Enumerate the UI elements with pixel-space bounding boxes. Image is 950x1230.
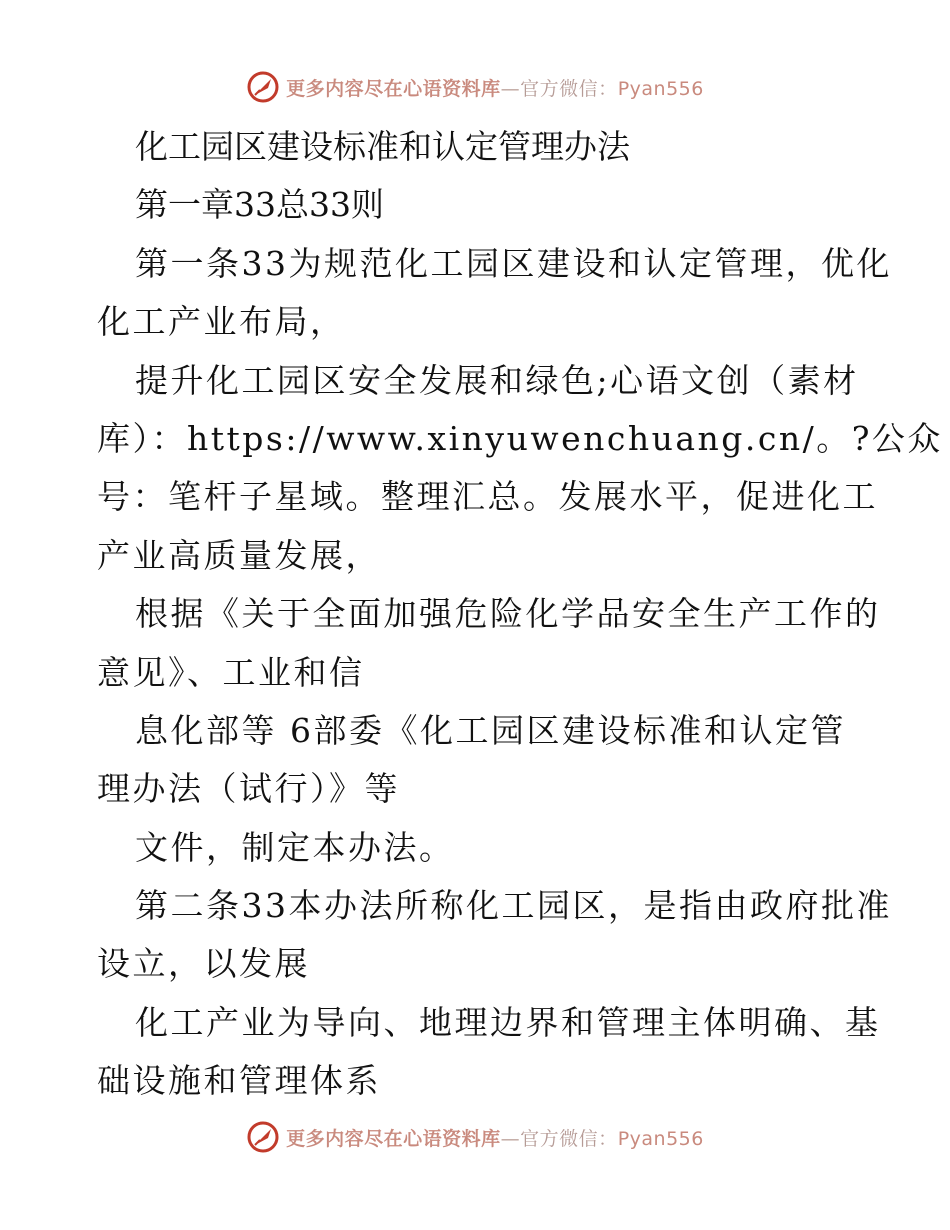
watermark-official: 官方微信： (520, 77, 618, 100)
watermark-main: 更多内容尽在心语资料库 (286, 77, 501, 100)
text-line: 第二条33本办法所称化工园区，是指由政府批准 (135, 886, 892, 926)
text-line: 号：笔杆子星域。整理汇总。发展水平，促进化工 (97, 477, 878, 517)
text-line: 意见》、工业和信 (97, 652, 365, 692)
footer-watermark (0, 1120, 950, 1154)
text-line: 础设施和管理体系 (97, 1061, 381, 1101)
watermark-separator: — (500, 77, 521, 100)
watermark-text (286, 1124, 704, 1151)
watermark-main: 更多内容尽在心语资料库 (286, 1127, 501, 1150)
text-line: 化工产业布局， (97, 302, 346, 342)
text-line: 产业高质量发展， (97, 535, 381, 575)
watermark-text (286, 74, 704, 101)
watermark-wechat-id: Pyan556 (617, 1127, 704, 1150)
chapter-heading: 第一章33总33则 (135, 185, 384, 225)
text-line: 库）：https://www.xinyuwenchuang.cn/。?公众 (97, 418, 943, 458)
watermark-separator: — (500, 1127, 521, 1150)
quill-circle-logo-icon (246, 70, 280, 104)
text-line: 设立，以发展 (97, 944, 310, 984)
document-title: 化工园区建设标准和认定管理办法 (135, 127, 630, 166)
quill-circle-logo-icon (246, 1120, 280, 1154)
text-line: 根据《关于全面加强危险化学品安全生产工作的 (135, 594, 881, 634)
text-line: 息化部等 6部委《化工园区建设标准和认定管 (135, 710, 846, 750)
watermark-official: 官方微信： (520, 1127, 618, 1150)
watermark-wechat-id: Pyan556 (617, 77, 704, 100)
text-line: 第一条33为规范化工园区建设和认定管理，优化 (135, 243, 892, 283)
document-body (97, 118, 943, 1111)
text-line: 理办法（试行）》等 (97, 769, 400, 809)
text-line: 化工产业为导向、地理边界和管理主体明确、基 (135, 1002, 881, 1042)
text-line: 提升化工园区安全发展和绿色;心语文创（素材 (135, 360, 859, 400)
header-watermark (0, 70, 950, 104)
text-line: 文件，制定本办法。 (135, 827, 455, 867)
